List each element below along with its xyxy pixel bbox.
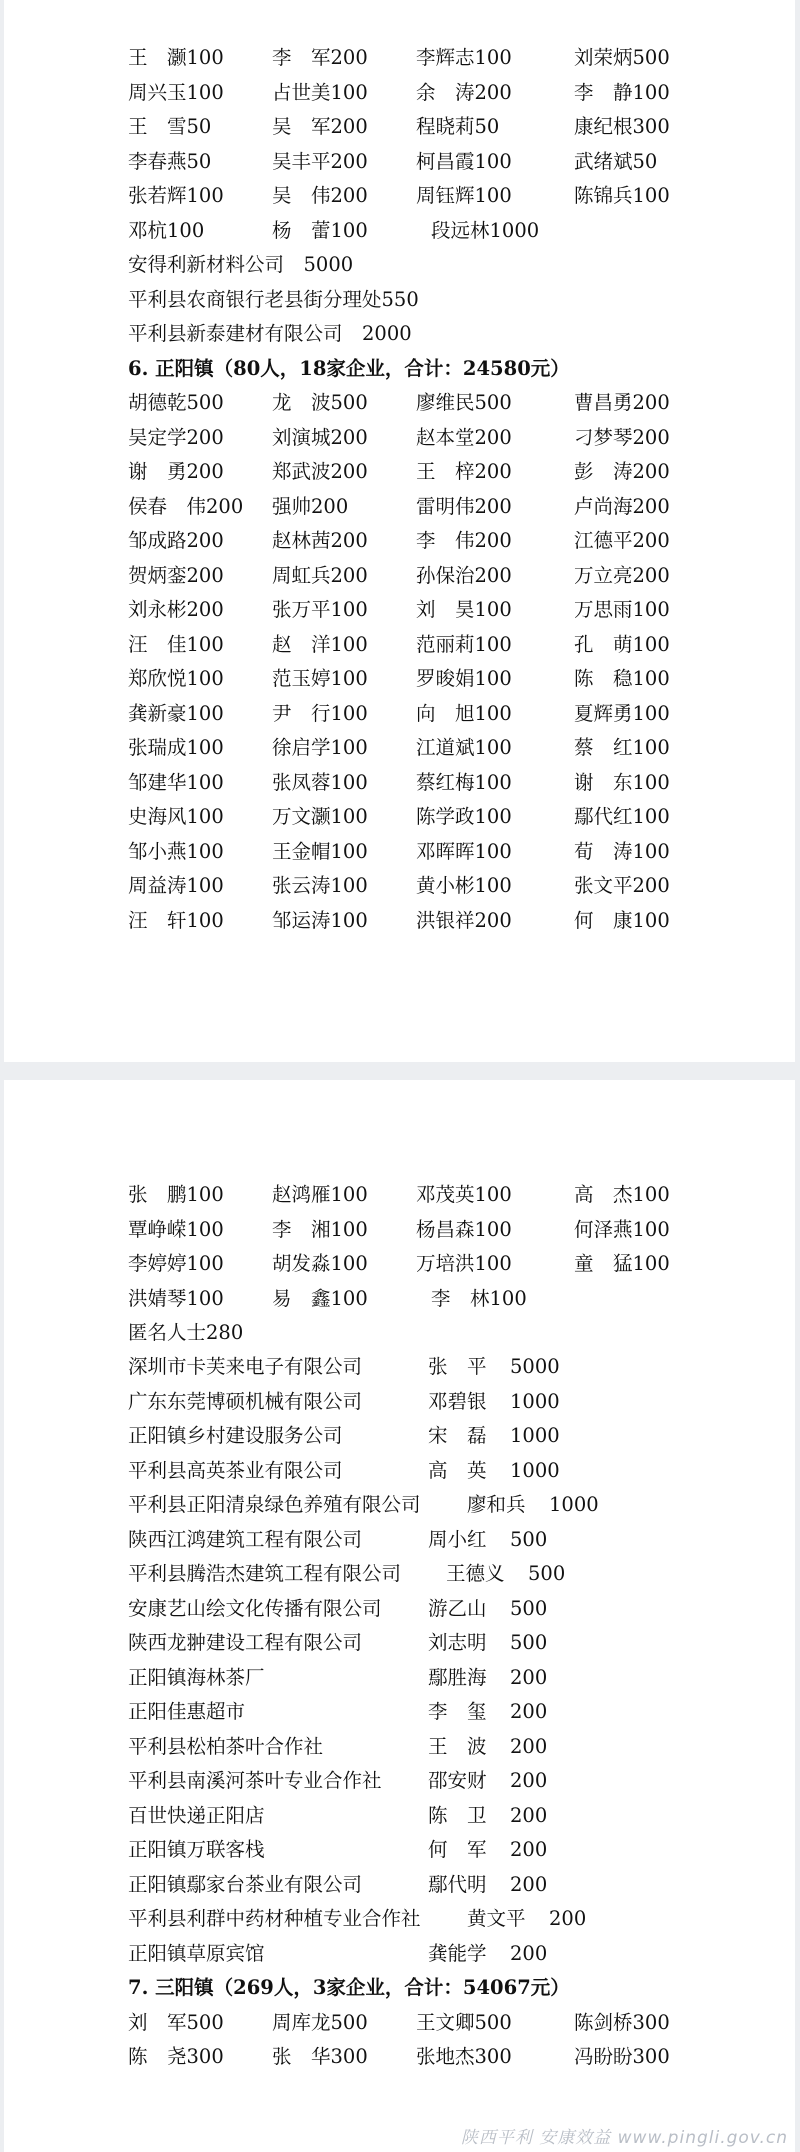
donation-amount: 200 [549,1907,587,1930]
donor-entry: 高 杰100 [574,1183,670,1206]
donor-entry: 范丽莉100 [416,632,512,656]
donor-entry: 雷明伟200 [416,494,512,518]
contact-person: 何 军 [428,1838,487,1861]
donation-amount: 5000 [510,1355,560,1378]
donor-entry: 周库龙500 [272,2010,368,2034]
donor-entry: 周虹兵200 [272,563,368,587]
donor-entry: 王 梓200 [416,460,512,483]
donor-entry: 向 旭100 [416,701,512,725]
donor-entry: 赵本堂200 [416,425,512,449]
company-name: 正阳佳惠超市 [128,1700,246,1723]
donation-amount: 500 [510,1527,548,1551]
donor-entry: 吴定学200 [128,425,224,449]
contact-person: 李 玺 [428,1700,487,1723]
donor-entry: 贺炳銮200 [128,563,224,587]
donor-entry: 尹 行100 [272,701,368,725]
donor-entry: 徐启学100 [272,736,368,759]
donation-amount: 1000 [510,1458,560,1482]
donor-entry: 张瑞成100 [128,736,224,759]
donor-entry: 李 军200 [272,46,368,69]
donor-entry: 易 鑫100 [272,1286,368,1310]
donor-entry: 彭 涛200 [574,460,670,483]
section-heading: 6. 正阳镇（80人，18家企业，合计：24580元） [128,357,570,380]
company-name: 深圳市卡芙来电子有限公司 [128,1355,363,1378]
donation-amount: 200 [510,1803,548,1827]
donor-entry: 万文灏100 [272,805,368,828]
donation-amount: 200 [510,1769,548,1792]
donor-entry: 郑武波200 [272,460,368,483]
donation-amount: 200 [510,1700,548,1723]
company-name: 平利县利群中药材种植专业合作社 [128,1907,421,1930]
donor-entry: 王金帽100 [272,839,368,863]
donor-entry: 江德平200 [574,529,670,552]
donor-entry: 罗晙娟100 [416,667,512,690]
donor-entry: 邓杭100 [128,218,205,242]
company-name: 陕西江鸿建筑工程有限公司 [128,1527,363,1551]
donor-entry: 郑欣悦100 [128,667,224,690]
donor-entry: 邹小燕100 [128,839,224,863]
company-name: 安康艺山绘文化传播有限公司 [128,1596,382,1620]
donor-entry: 冯盼盼300 [574,2045,670,2068]
document-page-2 [4,1080,795,2152]
company-name: 平利县正阳清泉绿色养殖有限公司 [128,1493,421,1516]
company-name: 平利县南溪河茶叶专业合作社 [128,1769,382,1792]
donor-entry: 陈 尧300 [128,2045,224,2068]
donor-entry: 邹成路200 [128,529,224,552]
donor-entry: 胡发淼100 [272,1252,368,1275]
contact-person: 邓碧银 [428,1389,487,1413]
donor-entry: 杨 蕾100 [272,218,368,242]
donor-entry: 卢尚海200 [574,494,670,518]
document-page-1 [4,0,795,1062]
donor-entry: 武绪斌50 [574,149,658,173]
donor-entry: 邓晖晖100 [416,839,512,863]
company-name: 广东东莞博硕机械有限公司 [128,1389,363,1413]
donor-entry: 吴 军200 [272,115,368,138]
donor-entry: 柯昌霞100 [416,149,512,173]
donor-entry: 李 林100 [431,1286,527,1310]
contact-person: 龚能学 [428,1941,487,1965]
company-name: 平利县松柏茶叶合作社 [128,1734,324,1758]
donor-entry: 夏辉勇100 [574,701,670,725]
company-name: 正阳镇草原宾馆 [128,1941,265,1965]
donor-entry: 鄢代红100 [574,805,670,828]
site-watermark: 陕西平利 安康效益 www.pingli.gov.cn [460,2128,788,2148]
donor-entry: 张凤蓉100 [272,770,368,794]
donor-entry: 万思雨100 [574,598,670,621]
donor-entry: 江道斌100 [416,736,512,759]
donation-amount: 500 [528,1562,566,1585]
donor-entry: 孔 萌100 [574,632,670,656]
donor-entry: 万立亮200 [574,563,670,587]
donor-entry: 张文平200 [574,874,670,897]
donor-entry: 邓茂英100 [416,1183,512,1206]
donor-entry: 张万平100 [272,598,368,621]
contact-person: 鄢胜海 [428,1665,487,1689]
company-name: 平利县腾浩杰建筑工程有限公司 [128,1562,402,1585]
contact-person: 陈 卫 [428,1803,487,1827]
donor-entry: 范玉婷100 [272,667,368,690]
donor-entry: 刘永彬200 [128,598,224,621]
donor-entry: 余 涛200 [416,80,512,104]
donor-entry: 廖维民500 [416,391,512,414]
donor-entry: 谢 东100 [574,770,670,794]
donor-entry: 万培洪100 [416,1252,512,1275]
donor-entry: 王 灏100 [128,46,224,69]
donor-entry: 刘 昊100 [416,598,512,621]
donor-entry: 李 伟200 [416,529,512,552]
donor-entry: 平利县新泰建材有限公司 2000 [128,322,412,345]
contact-person: 周小红 [428,1527,487,1551]
donor-entry: 安得利新材料公司 5000 [128,253,354,276]
donor-entry: 占世美100 [272,80,368,104]
donor-entry: 王文卿500 [416,2010,512,2034]
donation-amount: 200 [510,1734,548,1758]
donor-entry: 李 湘100 [272,1217,368,1241]
donor-entry: 赵林茜200 [272,529,368,552]
donor-entry: 洪银祥200 [416,908,512,932]
donation-amount: 200 [510,1665,548,1689]
donor-entry: 陈锦兵100 [574,184,670,207]
donor-entry: 陈 稳100 [574,667,670,690]
donation-amount: 200 [510,1941,548,1965]
donor-entry: 陈学政100 [416,805,512,828]
donor-entry: 邹建华100 [128,770,224,794]
donor-entry: 龙 波500 [272,391,368,414]
donor-entry: 史海风100 [128,805,224,828]
donor-entry: 曹昌勇200 [574,391,670,414]
donor-entry: 邹运涛100 [272,908,368,932]
donor-entry: 赵鸿雁100 [272,1183,368,1206]
donor-entry: 周益涛100 [128,874,224,897]
donor-entry: 张若辉100 [128,184,224,207]
contact-person: 王 波 [428,1734,487,1758]
donor-entry: 周兴玉100 [128,80,224,104]
company-name: 正阳镇乡村建设服务公司 [128,1424,343,1447]
company-name: 平利县高英茶业有限公司 [128,1458,343,1482]
donor-entry: 何 康100 [574,908,670,932]
donor-entry: 何泽燕100 [574,1217,670,1241]
donor-entry: 覃峥嵘100 [128,1217,224,1241]
donor-entry: 平利县农商银行老县街分理处550 [128,287,419,311]
contact-person: 黄文平 [467,1907,526,1930]
donor-entry: 匿名人士280 [128,1321,244,1344]
donor-entry: 周钰辉100 [416,184,512,207]
contact-person: 游乙山 [428,1596,487,1620]
contact-person: 高 英 [428,1458,487,1482]
donor-entry: 李辉志100 [416,46,512,69]
donor-entry: 李婷婷100 [128,1252,224,1275]
donation-amount: 200 [510,1838,548,1861]
donor-entry: 孙保治200 [416,563,512,587]
donor-entry: 侯春 伟200 [128,494,244,518]
donor-entry: 程晓莉50 [416,115,500,138]
donor-entry: 童 猛100 [574,1252,670,1275]
donor-entry: 张 鹏100 [128,1183,224,1206]
donor-entry: 黄小彬100 [416,874,512,897]
donor-entry: 洪婧琴100 [128,1286,224,1310]
donor-entry: 张地杰300 [416,2045,512,2068]
donor-entry: 刘 军500 [128,2010,224,2034]
donor-entry: 王 雪50 [128,115,212,138]
donation-amount: 200 [510,1872,548,1896]
donor-entry: 刘演城200 [272,425,368,449]
section-heading: 7. 三阳镇（269人，3家企业，合计：54067元） [128,1976,570,1999]
donor-entry: 吴 伟200 [272,184,368,207]
contact-person: 邵安财 [428,1769,487,1792]
company-name: 百世快递正阳店 [128,1803,265,1827]
donation-amount: 1000 [510,1389,560,1413]
donor-entry: 张云涛100 [272,874,368,897]
donor-entry: 李 静100 [574,80,670,104]
donor-entry: 蔡 红100 [574,736,670,759]
donor-entry: 康纪根300 [574,115,670,138]
donor-entry: 汪 轩100 [128,908,224,932]
donor-entry: 刘荣炳500 [574,46,670,69]
contact-person: 刘志明 [428,1631,487,1654]
donor-entry: 李春燕50 [128,149,212,173]
donor-entry: 谢 勇200 [128,460,224,483]
company-name: 正阳镇万联客栈 [128,1838,265,1861]
contact-person: 张 平 [428,1355,487,1378]
donor-entry: 汪 佳100 [128,632,224,656]
donor-entry: 龚新豪100 [128,701,224,725]
donation-amount: 1000 [549,1493,599,1516]
donor-entry: 强帅200 [272,494,349,518]
donor-entry: 胡德乾500 [128,391,224,414]
donor-entry: 赵 洋100 [272,632,368,656]
company-name: 正阳镇海林茶厂 [128,1665,265,1689]
contact-person: 廖和兵 [467,1493,526,1516]
donor-entry: 刁梦琴200 [574,425,670,449]
donation-amount: 500 [510,1596,548,1620]
company-name: 正阳镇鄢家台茶业有限公司 [128,1872,363,1896]
company-name: 陕西龙翀建设工程有限公司 [128,1631,363,1654]
donation-amount: 500 [510,1631,548,1654]
contact-person: 鄢代明 [428,1872,487,1896]
donor-entry: 段远林1000 [431,218,540,242]
contact-person: 王德义 [446,1562,505,1585]
donation-amount: 1000 [510,1424,560,1447]
donor-entry: 吴丰平200 [272,149,368,173]
donor-entry: 杨昌森100 [416,1217,512,1241]
donor-entry: 蔡红梅100 [416,770,512,794]
donor-entry: 陈剑桥300 [574,2010,670,2034]
donor-entry: 荀 涛100 [574,839,670,863]
donor-entry: 张 华300 [272,2045,368,2068]
contact-person: 宋 磊 [428,1424,487,1447]
